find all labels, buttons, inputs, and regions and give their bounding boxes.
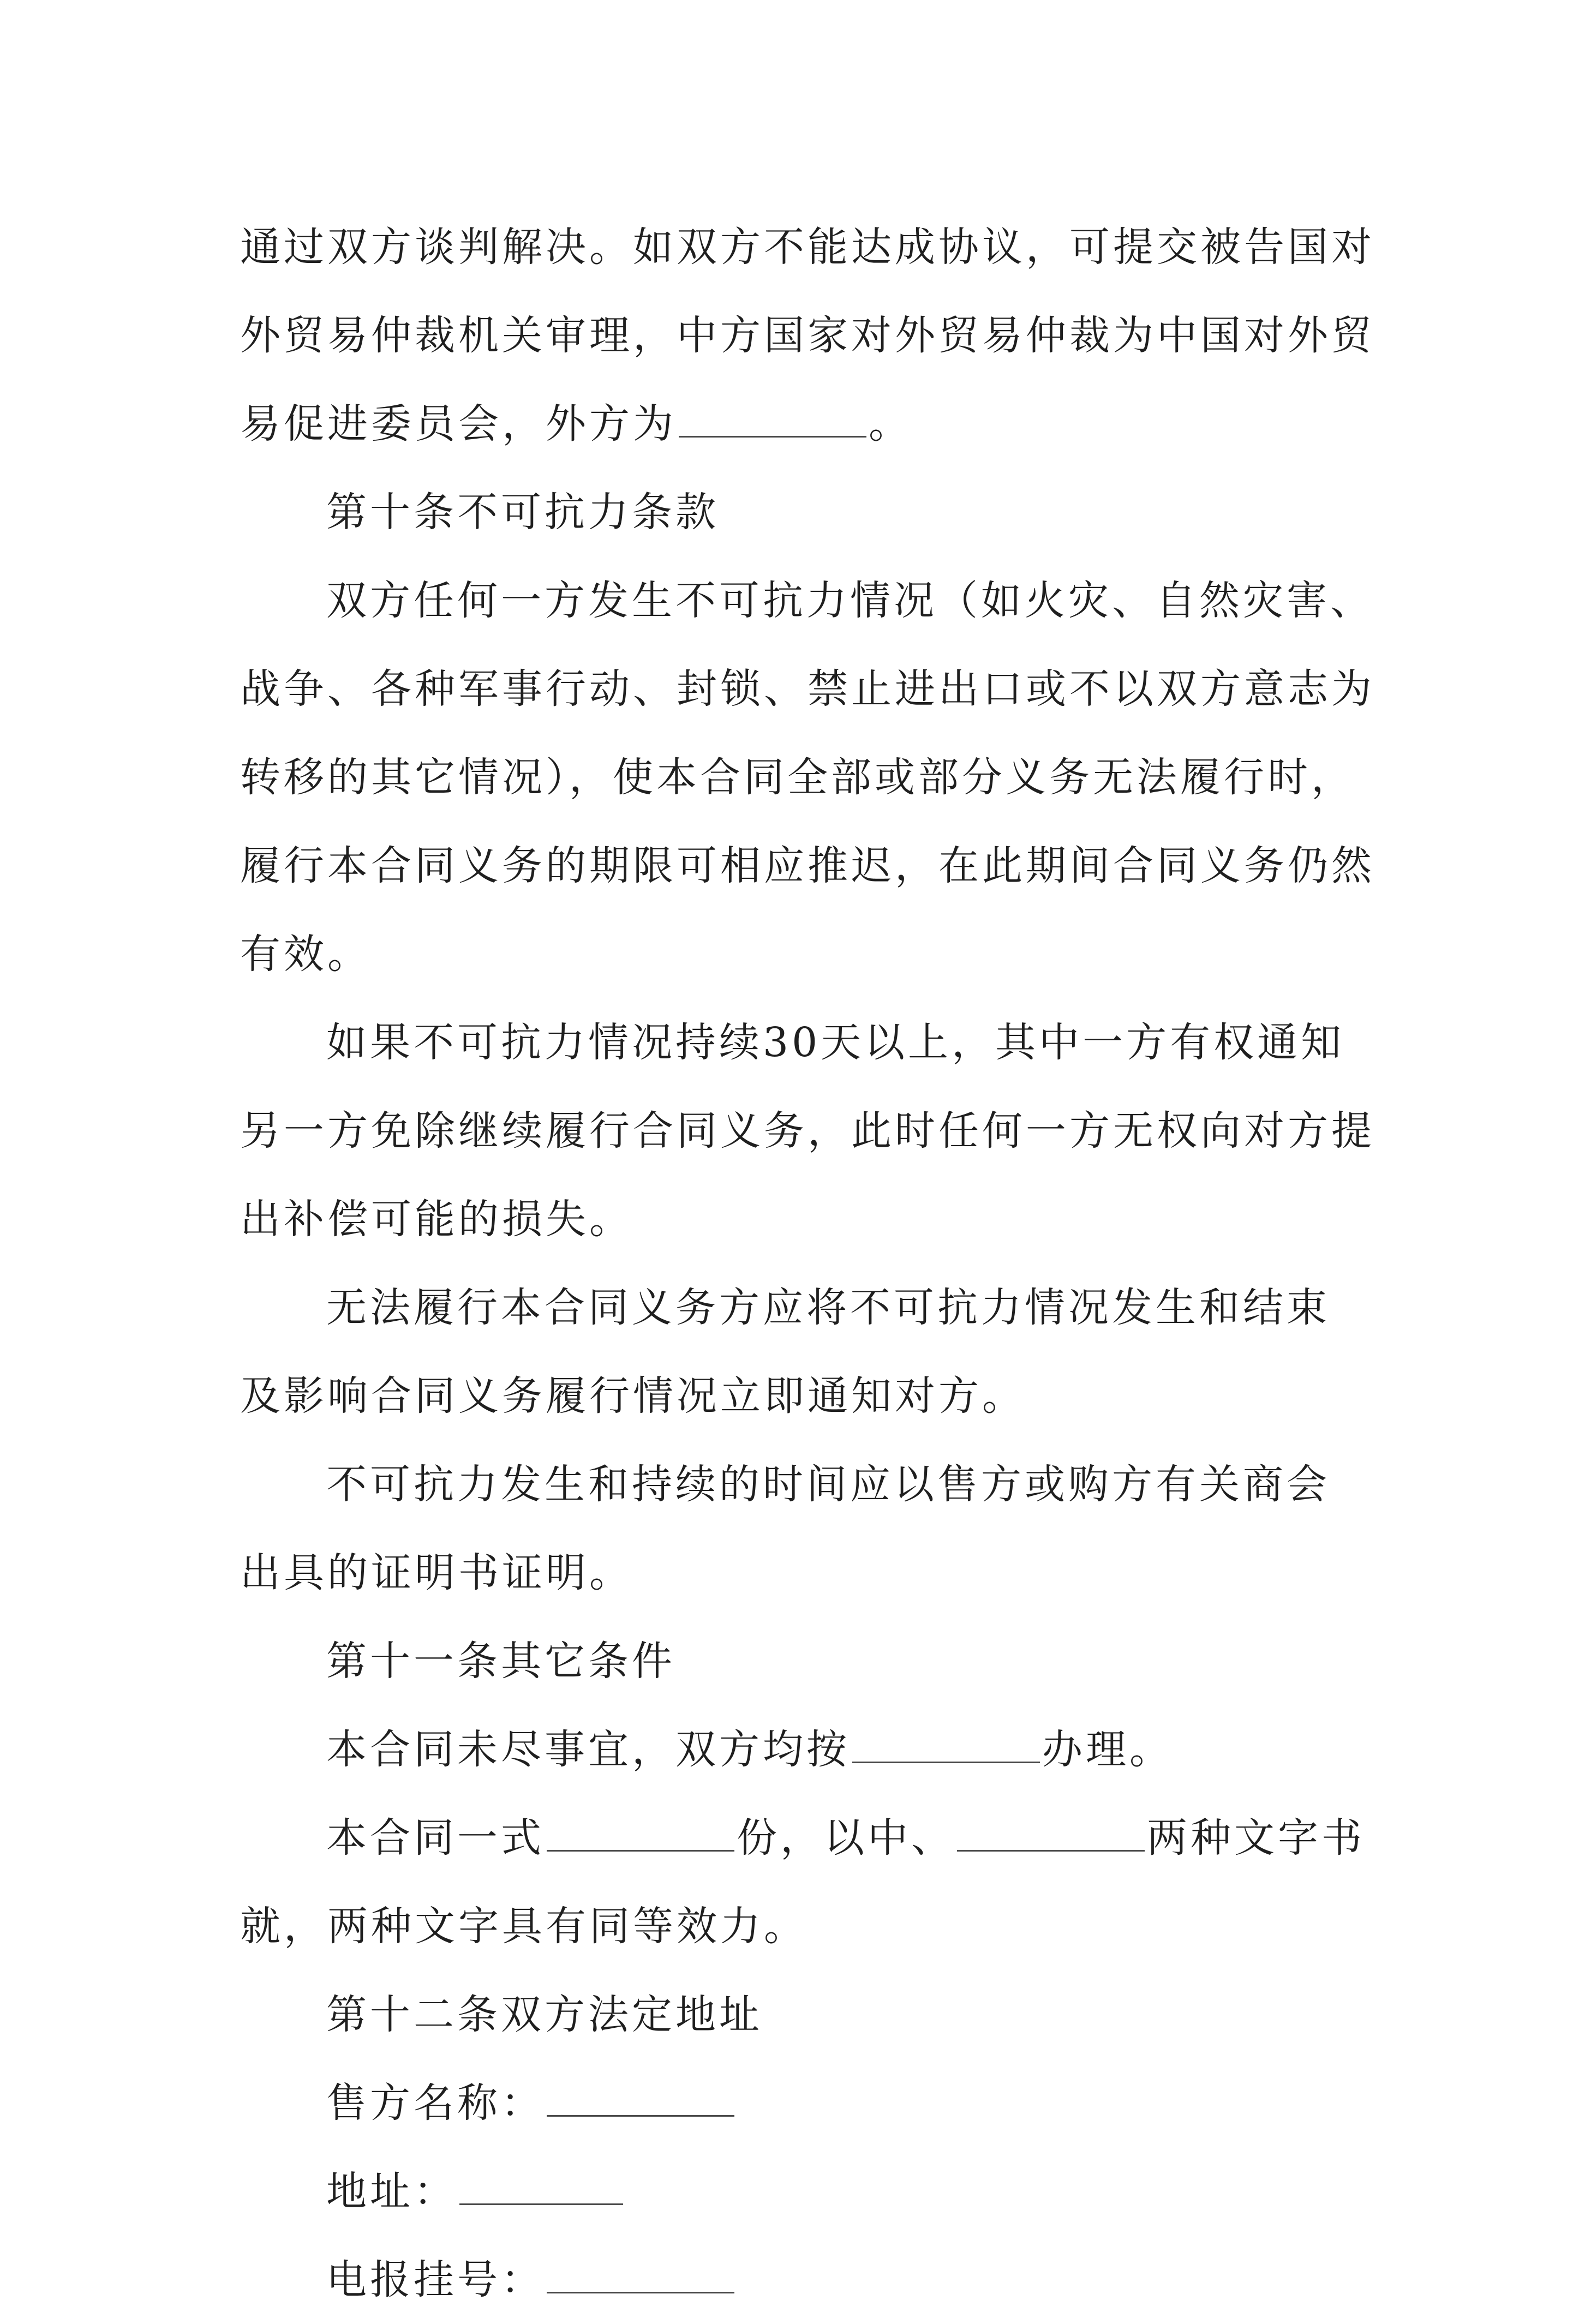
paragraph-line [240,1263,1353,1352]
paragraph-line [240,1882,1353,1970]
paragraph-line [240,998,1353,1087]
address-blank [459,2172,623,2205]
text-line: 不可抗力发生和持续的时间应以售方或购方有关商会 [326,1461,1330,1508]
fill-in-blank [679,404,866,438]
text-line: 办理。 [1042,1726,1173,1773]
section-heading [240,468,1353,556]
text-line: 转移的其它情况），使本合同全部或部分义务无法履行时， [240,754,1355,801]
paragraph-line [240,556,1374,645]
heading-text: 第十条不可抗力条款 [326,489,719,536]
field-label: 电报挂号： [326,2256,545,2303]
field-label: 售方名称： [326,2080,545,2127]
paragraph-line [240,1352,1353,1440]
paragraph-line [240,1440,1353,1529]
text-line: 履行本合同义务的期限可相应推迟，在此期间合同义务仍然 [240,842,1375,889]
fill-in-blank [852,1730,1040,1763]
paragraph-line [240,733,1353,822]
text-line: 战争、各种军事行动、封锁、禁止进出口或不以双方意志为 [240,666,1375,712]
section-heading [240,1617,1353,1705]
fill-in-blank [547,1818,734,1852]
paragraph-line [240,291,1375,380]
text-line: 双方任何一方发生不可抗力情况（如火灾、自然灾害、 [326,577,1374,624]
text-line: 份，以中、 [737,1814,955,1861]
paragraph-line [240,910,1353,998]
text-line: 无法履行本合同义务方应将不可抗力情况发生和结束 [326,1284,1330,1331]
text-line: 另一方免除继续履行合同义务，此时任何一方无权向对方提 [240,1107,1375,1154]
heading-text: 第十一条其它条件 [326,1638,675,1685]
address-line [240,2147,1353,2236]
telegraph-blank [547,2260,734,2293]
text-line: 出具的证明书证明。 [240,1549,633,1596]
text-line: 及影响合同义务履行情况立即通知对方。 [240,1373,1026,1419]
text-line: 有效。 [240,931,371,978]
text-line: 两种文字书 [1147,1814,1365,1861]
telegraph-line [240,2236,1353,2324]
paragraph-line [240,1794,1365,1882]
text-line: 如果不可抗力情况持续30天以上，其中一方有权通知 [326,1019,1345,1066]
paragraph-line [240,1529,1353,1617]
seller-name-blank [547,2083,734,2117]
text-line: 易促进委员会，外方为 [240,400,677,447]
paragraph-line [240,822,1375,910]
paragraph-line [240,203,1375,291]
text-line: 就，两种文字具有同等效力。 [240,1903,808,1950]
paragraph-line [240,1087,1375,1175]
text-line: 本合同未尽事宜，双方均按 [326,1726,850,1773]
seller-name-line [240,2059,1353,2147]
section-heading [240,1970,1353,2059]
contract-text [240,203,1375,2324]
text-line: 外贸易仲裁机关审理，中方国家对外贸易仲裁为中国对外贸 [240,312,1375,359]
paragraph-line [240,380,1353,468]
text-line: 本合同一式 [326,1814,545,1861]
text-line: 。 [869,400,912,447]
field-label: 地址： [326,2168,457,2215]
text-line: 出补偿可能的损失。 [240,1196,633,1243]
paragraph-line [240,1175,1353,1263]
paragraph-line [240,1705,1353,1794]
text-line: 通过双方谈判解决。如双方不能达成协议，可提交被告国对 [240,224,1375,271]
paragraph-line [240,645,1375,733]
fill-in-blank [957,1818,1145,1852]
heading-text: 第十二条双方法定地址 [326,1991,763,2038]
